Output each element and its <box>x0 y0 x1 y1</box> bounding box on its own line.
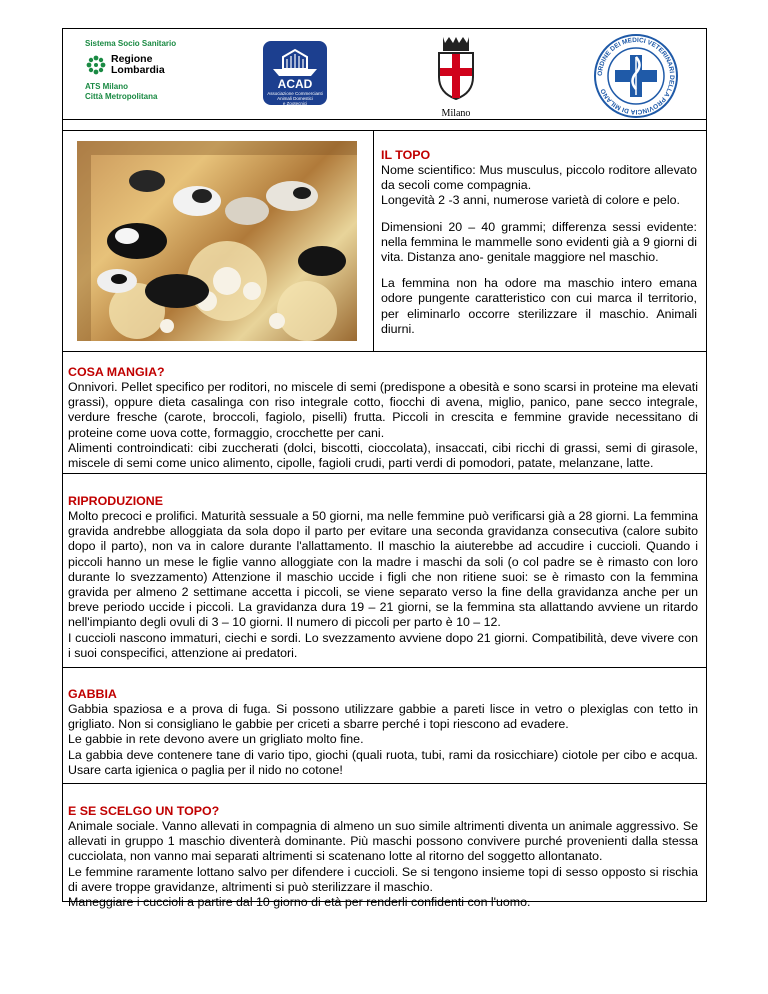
section-paragraph: Animale sociale. Vanno allevati in compagnia di almeno un suo simile altrimenti diventa un animale aggressivo. Se allevati in gruppo 1 maschio diventerà dominante. Più maschi possono convivere purché provenienti dalla stessa cucciolata, non vanno mai separati altrimenti si scatenano lotte al ritorno del soggetto allontanato. <box>68 819 698 864</box>
acad-label: ACAD <box>277 77 313 91</box>
section-paragraph: Onnivori. Pellet specifico per roditori, no miscele di semi (predispone a obesità e sono scarsi in proteine ma elevati grassi), oppure dieta casalinga con riso integrale cotto, fiocchi di avena, miglio, panico, pane secco integrale, verdure fresche (carote, broccoli, fagiolo, piselli) frutta. Piccoli in crescita e femmine gravide necessitano di proteine come uova cotte, formaggio, crocchette per cani. <box>68 380 698 440</box>
section-scelgo-topo <box>62 783 707 910</box>
section-title: E SE SCELGO UN TOPO? <box>68 804 220 818</box>
section-paragraph: Molto precoci e prolifici. Maturità sessuale a 50 giorni, ma nelle femmine può verificarsi già a 28 giorni. La femmina gravida andrebbe alloggiata da sola dopo il parto per evitare una seconda gravidanza consecutiva (calore subito dopo il parto), non va in calore durante l'allattamento. Il maschio la aiuterebbe ad accudire i cuccioli. Quando i piccoli hanno un mese le figlie vanno alloggiate con la madre i maschi da soli (o col padre se è rimasto con loro durante lo svezzamento) Attenzione il maschio uccide i figli che non ritiene suoi: se è rimasto con la femmina gravida per almeno 2 settimane accetta i piccoli, se viene separato verso la fine della gravidanza anche per un breve periodo uccide i piccoli. La gravidanza dura 19 – 21 giorni, se la femmina sta allattando avviene un ritardo nell'impianto degli ovuli di 3 – 10 giorni. Il numero di piccoli per parto è 10 – 12. <box>68 509 698 630</box>
ordine-ring-text: ORDINE DEI MEDICI VETERINARI DELLA PROVINCIA DI MILANO <box>596 36 676 116</box>
section-paragraph: Le femmine raramente lottano salvo per difendere i cuccioli. Se si tengono insieme topi di sesso opposto si rischia di avere troppe gravidanze, altrimenti si può sterilizzare il maschio. <box>68 864 698 894</box>
acad-sub-2: Animali Domestici <box>277 96 313 101</box>
lombardia-line1: Sistema Socio Sanitario <box>85 39 177 48</box>
ark-icon <box>263 43 327 79</box>
section-paragraph: Alimenti controindicati: cibi zuccherati (dolci, biscotti, cioccolata), insaccati, cibi ricchi di grassi, semi di girasole, miscele di semi come unico alimento, cipolle, fagioli crudi, parti verdi di pomodori, patate, melanzane, latte. <box>68 440 698 471</box>
lombardia-brand-2: Lombardia <box>111 64 165 76</box>
intro-p3: Dimensioni 20 – 40 grammi; differenza sessi evidente: nella femmina le mammelle sono evidenti già a 9 giorni di vita. Distanza ano- genitale maggiore nel maschio. <box>381 219 697 265</box>
intro-section <box>62 130 707 352</box>
header-logos <box>62 28 707 120</box>
section-paragraph: Le gabbie in rete devono avere un grigliato molto fine. <box>68 732 364 747</box>
acad-sub-3: e Zootecnici <box>282 101 308 106</box>
section-cosa-mangia <box>62 351 707 474</box>
section-paragraph: I cuccioli nascono immaturi, ciechi e sordi. Lo svezzamento avviene dopo 21 giorni. Compatibilità, deve vivere con i suoi conspecifici, attenzione ai predatori. <box>68 630 698 660</box>
section-riproduzione <box>62 473 707 668</box>
ordine-veterinari-logo <box>593 33 679 119</box>
intro-p1: Nome scientifico: Mus musculus, piccolo roditore allevato da secoli come compagnia. <box>381 163 697 193</box>
regione-lombardia-logo <box>85 39 195 102</box>
intro-p2: Longevità 2 -3 anni, numerose varietà di colore e pelo. <box>381 193 680 208</box>
comune-milano-logo <box>431 35 481 119</box>
intro-divider <box>373 131 374 351</box>
section-paragraph: La gabbia deve contenere tane di vario tipo, giochi (quali ruota, tubi, rami da rosicchiare) ciotole per cibo e acqua. Usare carta igienica o paglia per il nido no cotone! <box>68 747 698 777</box>
mice-photo <box>77 141 357 341</box>
section-paragraph: Gabbia spaziosa e a prova di fuga. Si possono utilizzare gabbie a pareti lisce in vetro o plexiglas con tetto in grigliato. Non si consigliano le gabbie per criceti a sbarre perché i topi riescono ad evadere. <box>68 702 698 732</box>
section-title: RIPRODUZIONE <box>68 494 163 508</box>
acad-logo <box>263 41 327 105</box>
acad-sub-1: Associazione Commercianti <box>267 91 323 96</box>
rosa-camuna-icon <box>85 54 107 76</box>
ats-line-1: ATS Milano <box>85 82 128 91</box>
ordine-seal-icon <box>593 33 679 119</box>
intro-title: IL TOPO <box>381 148 431 162</box>
intro-text <box>381 148 697 337</box>
milano-crest-icon <box>431 35 481 101</box>
section-title: COSA MANGIA? <box>68 365 165 379</box>
milano-label: Milano <box>441 108 471 119</box>
intro-p4: La femmina non ha odore ma maschio intero emana odore pungente caratteristico con cui marca il territorio, per eliminarlo occorre sterilizzare il maschio. Animali diurni. <box>381 276 697 336</box>
mice-photo-art <box>77 141 357 341</box>
section-title: GABBIA <box>68 687 117 701</box>
lombardia-brand-1: Regione <box>111 53 153 65</box>
section-paragraph: Maneggiare i cuccioli a partire dal 10 giorno di età per renderli confidenti con l'uomo. <box>68 895 531 910</box>
ats-line-2: Città Metropolitana <box>85 92 158 101</box>
section-gabbia <box>62 667 707 784</box>
